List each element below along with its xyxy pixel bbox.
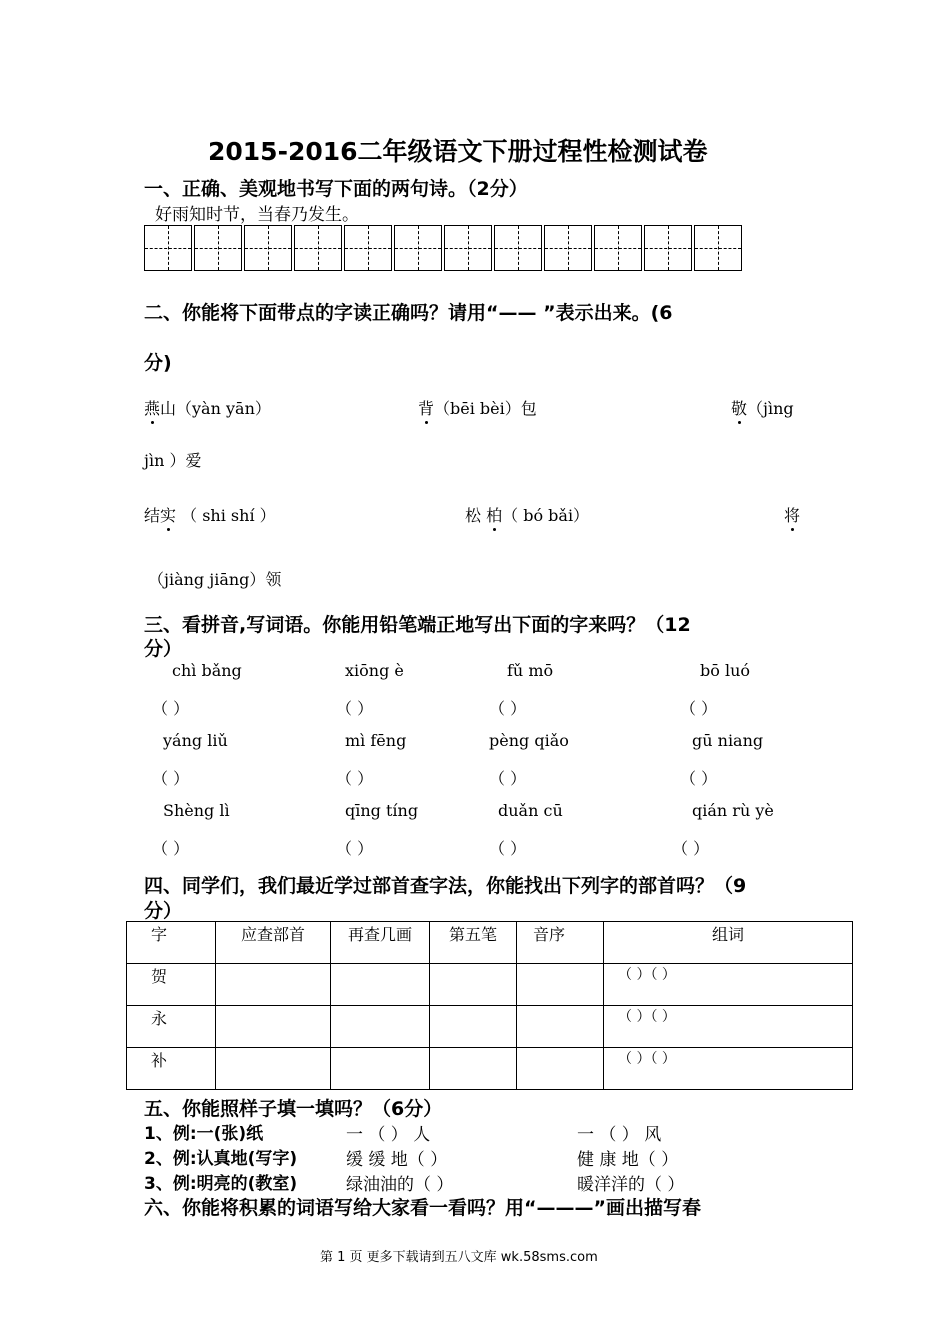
ciyu-cell[interactable]: （ ）（ ）: [604, 964, 853, 1006]
writing-cell[interactable]: [394, 225, 442, 271]
pronunciation-item-cont: jìn ）爱: [144, 451, 202, 470]
header-cell: 字: [127, 922, 216, 964]
section-3-heading-line2: 分）: [144, 638, 183, 660]
radical-table: [126, 921, 853, 1090]
answer-cell[interactable]: [430, 1048, 517, 1090]
header-cell: 第五笔: [430, 922, 517, 964]
answer-blank[interactable]: （ ）: [336, 699, 374, 718]
section-3-heading-line1: 三、看拼音,写词语。你能用铅笔端正地写出下面的字来吗？（12: [144, 614, 691, 636]
table-row: [127, 1006, 853, 1048]
answer-blank[interactable]: （ ）: [489, 769, 527, 788]
answer-blank[interactable]: （ ）: [152, 699, 190, 718]
answer-cell[interactable]: [517, 1006, 604, 1048]
writing-cell[interactable]: [294, 225, 342, 271]
pronunciation-item: 敬（jìng: [731, 396, 794, 419]
table-header-row: [127, 922, 853, 964]
pronunciation-item: 结实 （ shi shí ）: [144, 503, 276, 526]
pinyin: qīng tíng: [345, 801, 419, 820]
fill-blank[interactable]: 绿油油的（ ）: [346, 1175, 454, 1195]
section-1-heading: 一、正确、美观地书写下面的两句诗。（2分）: [144, 178, 528, 200]
dotted-char: 实: [160, 503, 176, 526]
answer-cell[interactable]: [216, 964, 331, 1006]
answer-cell[interactable]: [216, 1048, 331, 1090]
section-6-heading: 六、你能将积累的词语写给大家看一看吗？用“———”画出描写春: [144, 1197, 701, 1219]
writing-cell[interactable]: [344, 225, 392, 271]
dotted-char: 敬: [731, 396, 747, 419]
pinyin: Shèng lì: [163, 801, 230, 820]
answer-blank[interactable]: （ ）: [152, 839, 190, 858]
fill-blank[interactable]: 暖洋洋的（ ）: [577, 1175, 685, 1195]
writing-cell[interactable]: [194, 225, 242, 271]
page-title: 2015-2016二年级语文下册过程性检测试卷: [208, 137, 708, 166]
table-row: [127, 1048, 853, 1090]
char-cell: 贺: [127, 964, 216, 1006]
answer-blank[interactable]: （ ）: [336, 839, 374, 858]
answer-blank[interactable]: （ ）: [672, 839, 710, 858]
pinyin: pèng qiǎo: [489, 731, 569, 750]
writing-cell[interactable]: [244, 225, 292, 271]
ciyu-cell[interactable]: （ ）（ ）: [604, 1048, 853, 1090]
writing-cell[interactable]: [694, 225, 742, 271]
table-row: [127, 964, 853, 1006]
section-2-heading-line2: 分): [144, 352, 172, 374]
writing-cell[interactable]: [144, 225, 192, 271]
section-5-heading: 五、你能照样子填一填吗？（6分）: [144, 1098, 443, 1120]
answer-cell[interactable]: [331, 1048, 430, 1090]
dotted-char: 柏: [486, 503, 502, 526]
page-footer: 第 1 页 更多下载请到五八文库 wk.58sms.com: [320, 1250, 598, 1265]
pinyin: yáng liǔ: [163, 731, 228, 750]
header-cell: 再查几画: [331, 922, 430, 964]
dotted-char: 燕: [144, 396, 160, 419]
pinyin: gū niang: [692, 731, 764, 750]
ciyu-cell[interactable]: （ ）（ ）: [604, 1006, 853, 1048]
fill-blank[interactable]: 一 （ ） 风: [577, 1125, 662, 1145]
pronunciation-item-cont: （jiàng jiāng）领: [148, 570, 282, 589]
section-4-heading-line1: 四、同学们，我们最近学过部首查字法，你能找出下列字的部首吗？（9: [144, 875, 747, 897]
fill-blank[interactable]: 缓 缓 地（ ）: [346, 1150, 448, 1170]
pinyin: chì bǎng: [172, 661, 242, 680]
example-3: 3、例:明亮的(教室): [144, 1174, 298, 1194]
char-cell: 永: [127, 1006, 216, 1048]
writing-cell[interactable]: [544, 225, 592, 271]
answer-blank[interactable]: （ ）: [152, 769, 190, 788]
pinyin: duǎn cū: [498, 801, 563, 820]
writing-cell[interactable]: [594, 225, 642, 271]
pronunciation-item: 松 柏（ bó bǎi）: [465, 503, 589, 526]
dotted-char: 将: [784, 503, 800, 526]
example-2: 2、例:认真地(写字): [144, 1149, 298, 1169]
section-4-heading-line2: 分）: [144, 900, 183, 922]
pinyin: mì fēng: [345, 731, 407, 750]
answer-blank[interactable]: （ ）: [680, 769, 718, 788]
header-cell: 应查部首: [216, 922, 331, 964]
answer-blank[interactable]: （ ）: [489, 699, 527, 718]
pronunciation-item: 背（bēi bèi）包: [418, 396, 537, 419]
pronunciation-item: 燕山（yàn yān）: [144, 396, 271, 419]
answer-cell[interactable]: [517, 964, 604, 1006]
pinyin: xiōng è: [345, 661, 404, 680]
fill-blank[interactable]: 一 （ ） 人: [346, 1125, 431, 1145]
poem-text: 好雨知时节，当春乃发生。: [155, 205, 359, 225]
pinyin: qián rù yè: [692, 801, 774, 820]
answer-cell[interactable]: [216, 1006, 331, 1048]
pronunciation-item: [784, 503, 800, 526]
char-cell: 补: [127, 1048, 216, 1090]
answer-cell[interactable]: [331, 1006, 430, 1048]
pinyin: bō luó: [700, 661, 751, 680]
answer-cell[interactable]: [517, 1048, 604, 1090]
fill-blank[interactable]: 健 康 地（ ）: [577, 1150, 679, 1170]
writing-cell[interactable]: [444, 225, 492, 271]
answer-cell[interactable]: [430, 1006, 517, 1048]
header-cell: 组词: [604, 922, 853, 964]
section-2-heading-line1: 二、你能将下面带点的字读正确吗？请用“—— ”表示出来。(6: [144, 302, 673, 324]
pinyin: fǔ mō: [507, 661, 554, 680]
answer-blank[interactable]: （ ）: [336, 769, 374, 788]
header-cell: 音序: [517, 922, 604, 964]
writing-cell[interactable]: [644, 225, 692, 271]
dotted-char: 背: [418, 396, 434, 419]
answer-blank[interactable]: （ ）: [489, 839, 527, 858]
answer-blank[interactable]: （ ）: [680, 699, 718, 718]
writing-grid: [144, 225, 742, 271]
answer-cell[interactable]: [430, 964, 517, 1006]
answer-cell[interactable]: [331, 964, 430, 1006]
writing-cell[interactable]: [494, 225, 542, 271]
example-1: 1、例:一(张)纸: [144, 1124, 264, 1144]
